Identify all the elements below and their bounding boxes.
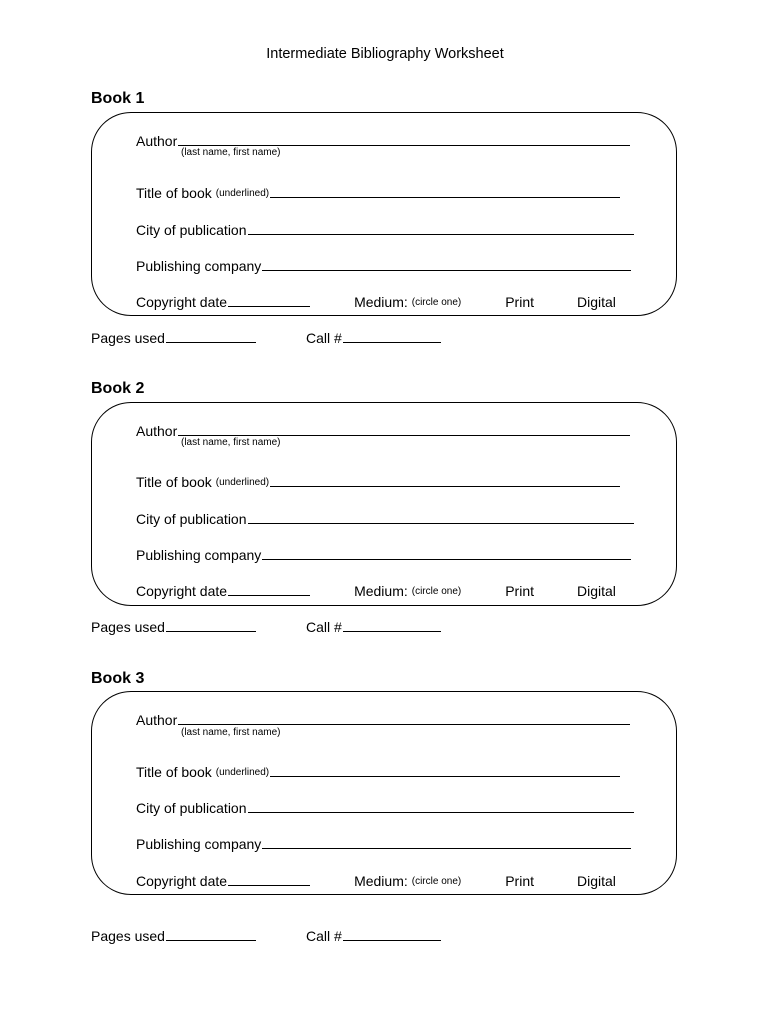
copyright-label: Copyright date	[136, 583, 228, 599]
title-line[interactable]	[270, 762, 620, 777]
publisher-label: Publishing company	[136, 836, 262, 852]
copyright-field[interactable]	[136, 290, 616, 310]
medium-label: Medium:	[354, 583, 408, 599]
book-heading: Book 1	[91, 90, 145, 107]
publisher-label: Publishing company	[136, 547, 262, 563]
copyright-label: Copyright date	[136, 873, 228, 889]
author-line[interactable]	[178, 421, 630, 436]
title-hint: (underlined)	[215, 477, 270, 488]
page-title: Intermediate Bibliography Worksheet	[266, 46, 504, 62]
author-field[interactable]	[136, 708, 630, 728]
book-heading: Book 2	[91, 380, 145, 397]
city-label: City of publication	[136, 511, 247, 527]
digital-option[interactable]: Digital	[577, 873, 616, 889]
city-field[interactable]	[136, 507, 634, 527]
author-label: Author	[136, 712, 178, 728]
print-option[interactable]: Print	[505, 873, 535, 889]
copyright-line[interactable]	[228, 292, 310, 307]
publisher-line[interactable]	[262, 545, 631, 560]
city-line[interactable]	[248, 798, 634, 813]
copyright-line[interactable]	[228, 581, 310, 596]
title-field[interactable]	[136, 181, 620, 201]
call-line[interactable]	[343, 926, 441, 941]
title-label: Title of book	[136, 185, 212, 201]
medium-hint: (circle one)	[411, 586, 462, 597]
call-label: Call #	[305, 330, 342, 346]
pages-label: Pages used	[91, 619, 165, 635]
title-label: Title of book	[136, 764, 212, 780]
call-line[interactable]	[343, 328, 441, 343]
print-option[interactable]: Print	[505, 583, 535, 599]
city-line[interactable]	[248, 220, 634, 235]
pages-call-row	[91, 326, 441, 346]
title-hint: (underlined)	[215, 188, 270, 199]
title-field[interactable]	[136, 470, 620, 490]
publisher-field[interactable]	[136, 832, 631, 852]
digital-option[interactable]: Digital	[577, 294, 616, 310]
title-label: Title of book	[136, 474, 212, 490]
author-line[interactable]	[178, 710, 630, 725]
copyright-field[interactable]	[136, 869, 616, 889]
title-hint: (underlined)	[215, 767, 270, 778]
author-hint: (last name, first name)	[181, 147, 281, 158]
book-entry-box	[91, 112, 677, 316]
pages-label: Pages used	[91, 330, 165, 346]
pages-call-row	[91, 615, 441, 635]
book-entry-box	[91, 402, 677, 606]
title-field[interactable]	[136, 760, 620, 780]
author-field[interactable]	[136, 419, 630, 439]
pages-line[interactable]	[166, 926, 256, 941]
publisher-line[interactable]	[262, 256, 631, 271]
copyright-field[interactable]	[136, 579, 616, 599]
author-label: Author	[136, 133, 178, 149]
print-option[interactable]: Print	[505, 294, 535, 310]
title-line[interactable]	[270, 183, 620, 198]
medium-hint: (circle one)	[411, 297, 462, 308]
medium-label: Medium:	[354, 873, 408, 889]
author-field[interactable]	[136, 129, 630, 149]
medium-hint: (circle one)	[411, 876, 462, 887]
call-label: Call #	[305, 619, 342, 635]
city-field[interactable]	[136, 218, 634, 238]
book-entry-box	[91, 691, 677, 895]
pages-label: Pages used	[91, 928, 165, 944]
pages-line[interactable]	[166, 328, 256, 343]
copyright-line[interactable]	[228, 871, 310, 886]
pages-line[interactable]	[166, 617, 256, 632]
book-heading: Book 3	[91, 670, 145, 687]
publisher-line[interactable]	[262, 834, 631, 849]
digital-option[interactable]: Digital	[577, 583, 616, 599]
title-line[interactable]	[270, 472, 620, 487]
city-field[interactable]	[136, 796, 634, 816]
pages-call-row	[91, 924, 441, 944]
call-label: Call #	[305, 928, 342, 944]
publisher-field[interactable]	[136, 254, 631, 274]
city-label: City of publication	[136, 222, 247, 238]
author-hint: (last name, first name)	[181, 437, 281, 448]
publisher-label: Publishing company	[136, 258, 262, 274]
publisher-field[interactable]	[136, 543, 631, 563]
author-line[interactable]	[178, 131, 630, 146]
city-line[interactable]	[248, 509, 634, 524]
copyright-label: Copyright date	[136, 294, 228, 310]
call-line[interactable]	[343, 617, 441, 632]
author-label: Author	[136, 423, 178, 439]
author-hint: (last name, first name)	[181, 727, 281, 738]
city-label: City of publication	[136, 800, 247, 816]
medium-label: Medium:	[354, 294, 408, 310]
